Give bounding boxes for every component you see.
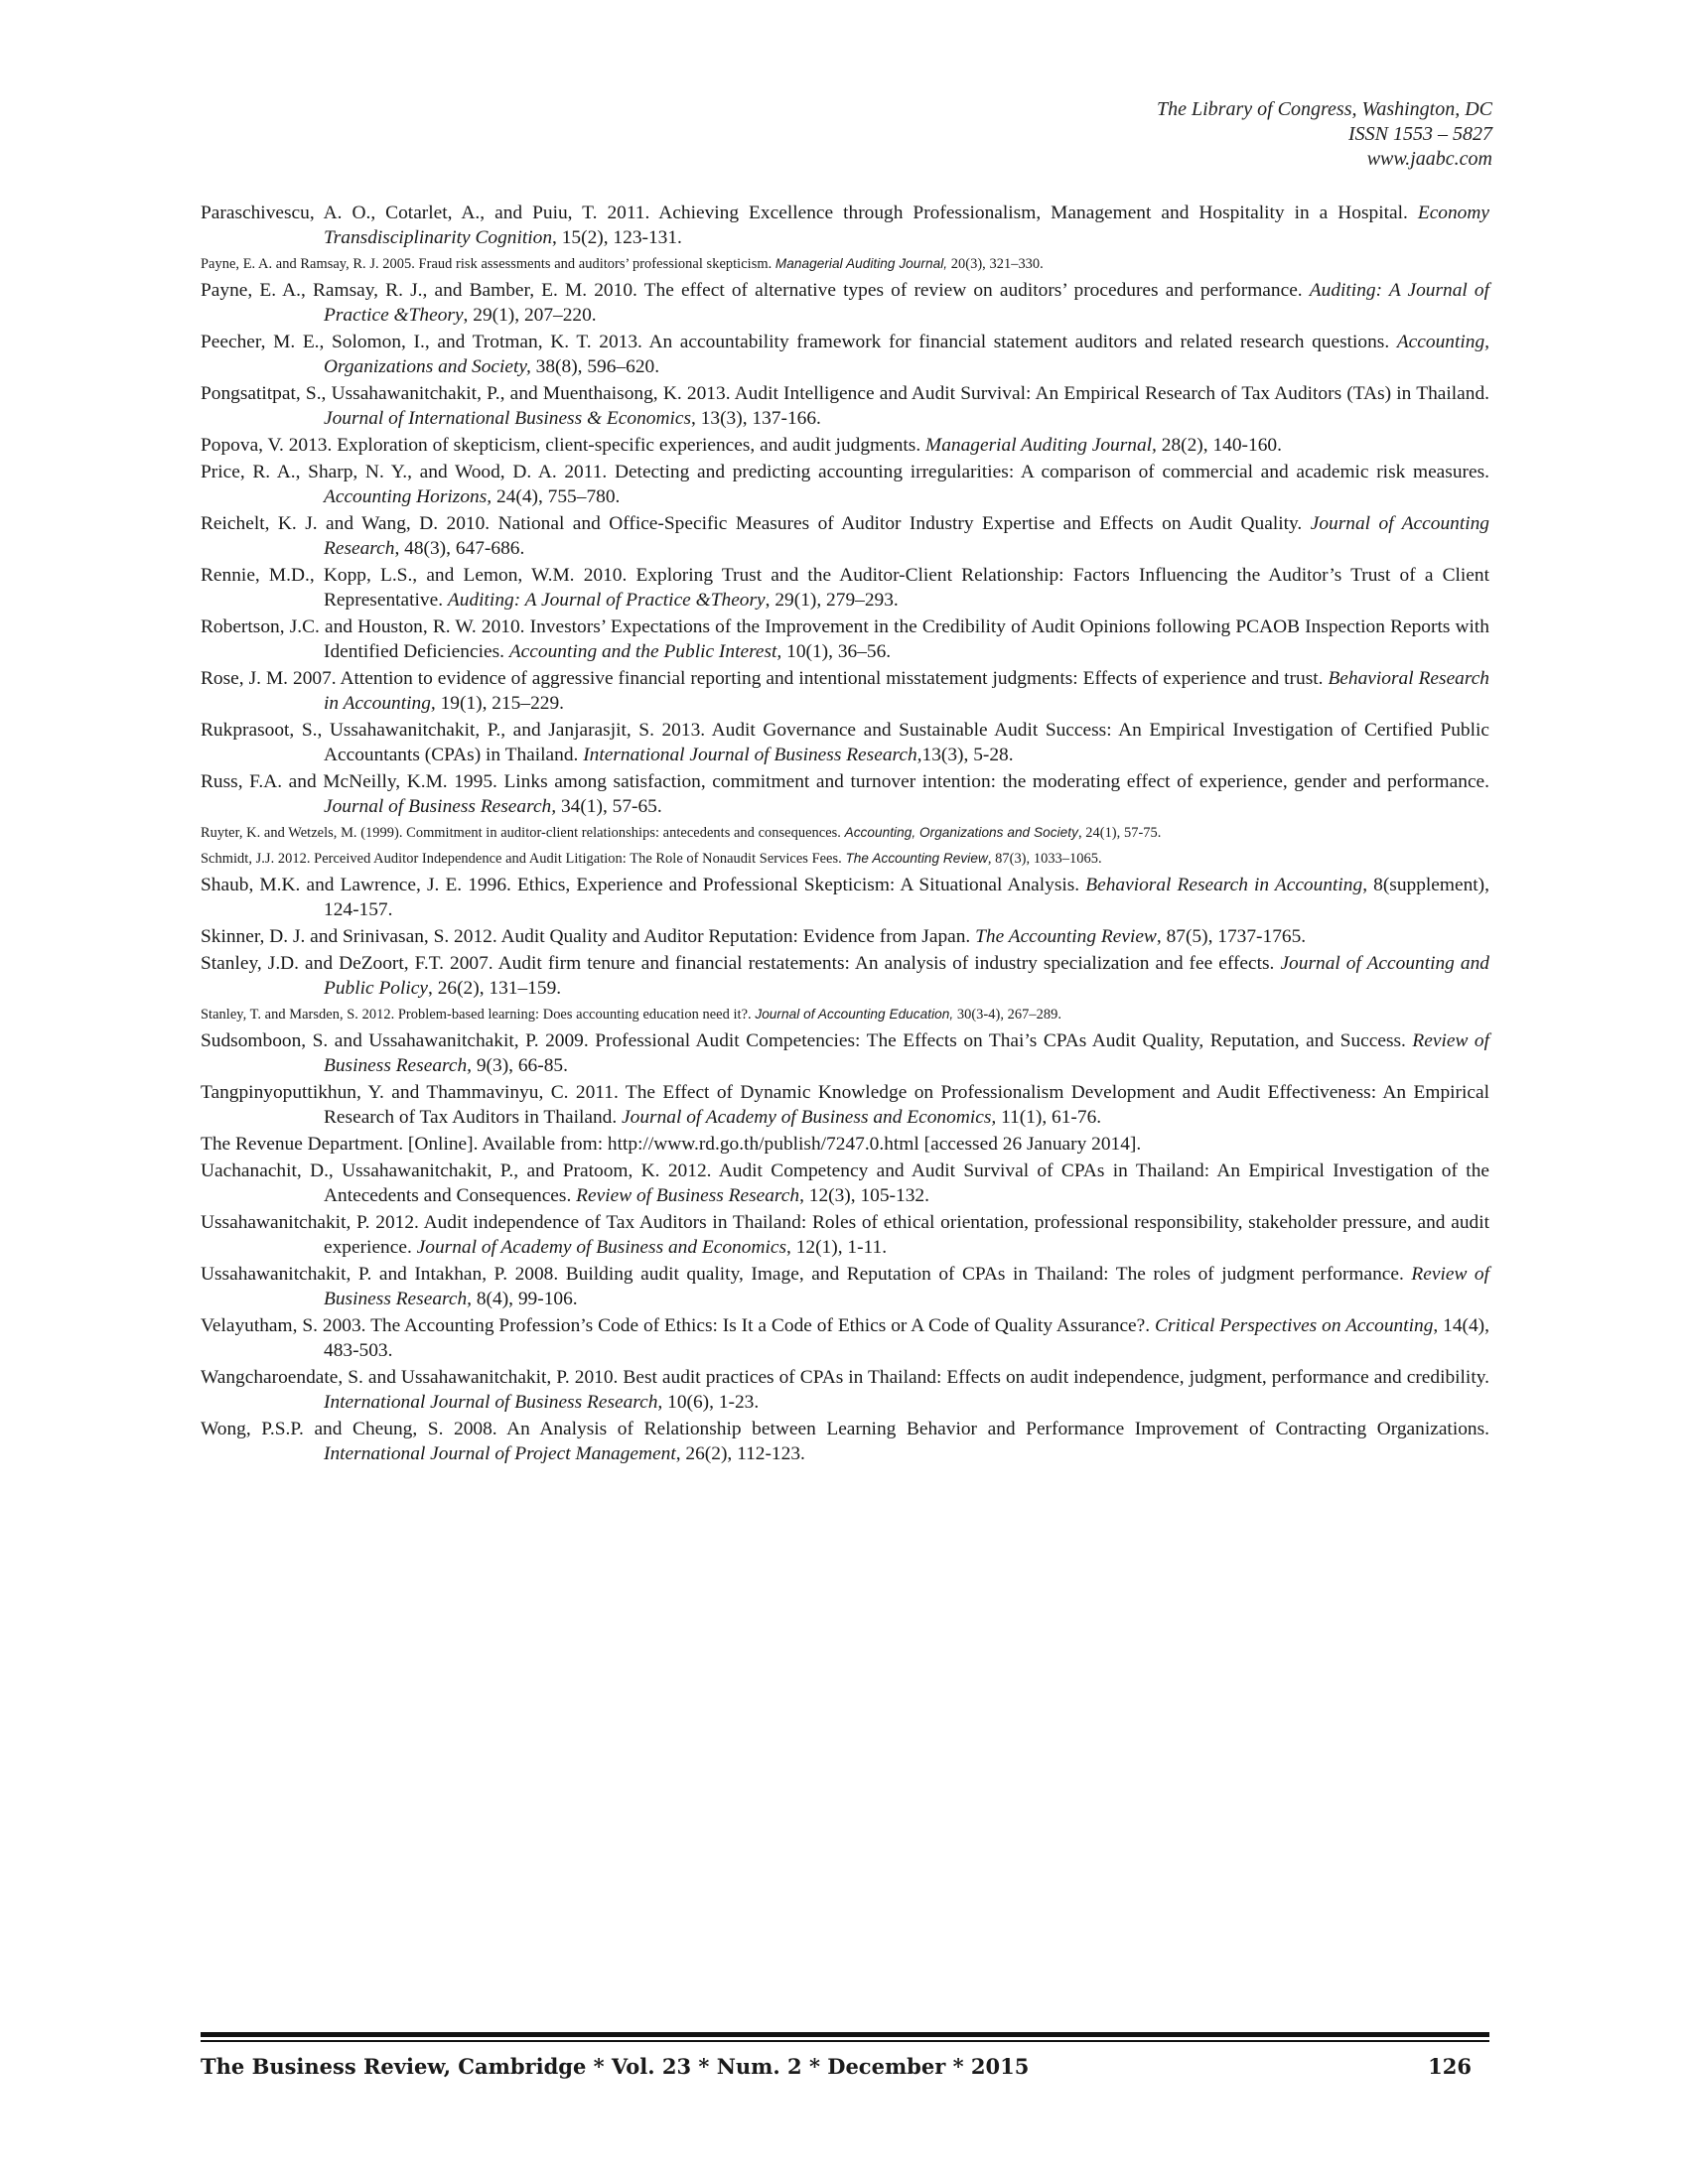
- reference-entry: [201, 666, 1489, 716]
- reference-journal: Journal of Academy of Business and Economics: [416, 1237, 786, 1258]
- reference-entry: [201, 330, 1489, 379]
- reference-entry: [201, 563, 1489, 613]
- reference-journal: Journal of Accounting Education,: [755, 1007, 954, 1022]
- reference-entry: [201, 718, 1489, 767]
- reference-volume-pages: 8(4), 99-106.: [472, 1289, 578, 1309]
- reference-volume-pages: , 12(3), 105-132.: [799, 1185, 929, 1206]
- reference-volume-pages: 34(1), 57-65.: [556, 796, 662, 817]
- reference-text: Rukprasoot, S., Ussahawanitchakit, P., and Janjarasjit, S. 2013. Audit Governance and Sustainable Audit Success: An Empirical Investigation of Certified Public Accountants (CPAs) in Thailand.: [201, 720, 1489, 765]
- reference-entry: [201, 252, 1489, 276]
- header-library: The Library of Congress, Washington, DC: [1156, 98, 1492, 120]
- reference-entry: [201, 769, 1489, 819]
- header-issn: ISSN 1553 – 5827: [1348, 123, 1492, 145]
- reference-entry: [201, 278, 1489, 328]
- reference-text: The Revenue Department. [Online]. Available from: http://www.rd.go.th/publish/7247.0.html [accessed 26 January 2014].: [201, 1134, 1142, 1155]
- reference-entry: [201, 1159, 1489, 1208]
- reference-journal: Managerial Auditing Journal,: [774, 256, 948, 271]
- reference-entry: [201, 924, 1489, 949]
- reference-entry: [201, 201, 1489, 250]
- reference-text: Schmidt, J.J. 2012. Perceived Auditor Independence and Audit Litigation: The Role of Nonaudit Services Fees.: [201, 851, 846, 867]
- reference-volume-pages: , 24(1), 57-75.: [1077, 825, 1162, 841]
- reference-journal: Behavioral Research in Accounting: [1085, 875, 1363, 895]
- reference-journal: International Journal of Business Research,: [583, 745, 922, 765]
- reference-entry: [201, 1080, 1489, 1130]
- reference-text: Rennie, M.D., Kopp, L.S., and Lemon, W.M. 2010. Exploring Trust and the Auditor-Client Relationship: Factors Influencing the Auditor’s Trust of a Client Representative.: [201, 565, 1489, 611]
- reference-volume-pages: , 26(2), 112-123.: [675, 1443, 805, 1464]
- reference-journal: Journal of Business Research,: [324, 796, 557, 817]
- reference-volume-pages: , 48(3), 647-686.: [394, 538, 525, 559]
- reference-text: Shaub, M.K. and Lawrence, J. E. 1996. Ethics, Experience and Professional Skepticism: A Situational Analysis.: [201, 875, 1086, 895]
- reference-journal: Behavioral Research in Accounting,: [324, 668, 1490, 714]
- reference-text: Stanley, T. and Marsden, S. 2012. Problem-based learning: Does accounting education need it?.: [201, 1007, 756, 1023]
- reference-text: Tangpinyoputtikhun, Y. and Thammavinyu, C. 2011. The Effect of Dynamic Knowledge on Professionalism Development and Audit Effectiveness: An Empirical Research of Tax Auditors in Thailand.: [201, 1082, 1489, 1128]
- footer-rule-thin: [201, 2040, 1489, 2042]
- reference-text: Velayutham, S. 2003. The Accounting Profession’s Code of Ethics: Is It a Code of Ethics or A Code of Quality Assurance?.: [201, 1315, 1156, 1336]
- reference-text: Price, R. A., Sharp, N. Y., and Wood, D. A. 2011. Detecting and predicting accounting irregularities: A comparison of commercial and academic risk measures.: [201, 462, 1489, 482]
- reference-text: Rose, J. M. 2007. Attention to evidence of aggressive financial reporting and intentional misstatement judgments: Effects of experience and trust.: [201, 668, 1329, 689]
- reference-entry: [201, 821, 1489, 845]
- reference-entry: [201, 1365, 1489, 1415]
- footer-rule-thick: [201, 2032, 1489, 2037]
- reference-journal: Auditing: A Journal of Practice &Theory: [447, 590, 766, 611]
- reference-entry: [201, 381, 1489, 431]
- reference-text: Pongsatitpat, S., Ussahawanitchakit, P., and Muenthaisong, K. 2013. Audit Intelligence and Audit Survival: An Empirical Research of Tax Auditors (TAs) in Thailand.: [201, 383, 1489, 404]
- reference-entry: [201, 460, 1489, 509]
- reference-volume-pages: , 26(2), 131–159.: [428, 978, 562, 999]
- reference-volume-pages: , 14(4), 483-503.: [324, 1315, 1489, 1361]
- reference-text: Sudsomboon, S. and Ussahawanitchakit, P. 2009. Professional Audit Competencies: The Effects on Thai’s CPAs Audit Quality, Reputation, and Success.: [201, 1030, 1413, 1051]
- reference-journal: Auditing: A Journal of Practice &Theory: [324, 280, 1490, 326]
- reference-volume-pages: 11(1), 61-76.: [996, 1107, 1102, 1128]
- reference-journal: Review of Business Research,: [324, 1030, 1489, 1076]
- reference-volume-pages: 10(1), 36–56.: [781, 641, 892, 662]
- reference-journal: Journal of Academy of Business and Economics,: [622, 1107, 997, 1128]
- page-header: [1157, 97, 1492, 172]
- reference-journal: International Journal of Project Management: [324, 1443, 676, 1464]
- reference-entry: [201, 614, 1489, 664]
- reference-volume-pages: , 29(1), 207–220.: [463, 305, 597, 326]
- reference-text: Uachanachit, D., Ussahawanitchakit, P., and Pratoom, K. 2012. Audit Competency and Audit Survival of CPAs in Thailand: An Empirical Investigation of the Antecedents and Consequences.: [201, 1160, 1489, 1206]
- reference-journal: Managerial Auditing Journal,: [925, 435, 1157, 456]
- reference-text: Stanley, J.D. and DeZoort, F.T. 2007. Audit firm tenure and financial restatements: An analysis of industry specialization and fee effects.: [201, 953, 1281, 974]
- reference-volume-pages: 13(3), 5-28.: [921, 745, 1014, 765]
- reference-journal: Review of Business Research,: [324, 1264, 1489, 1309]
- reference-volume-pages: 30(3-4), 267–289.: [953, 1007, 1062, 1023]
- reference-text: Wong, P.S.P. and Cheung, S. 2008. An Analysis of Relationship between Learning Behavior and Performance Improvement of Contracting Organizations.: [201, 1419, 1489, 1439]
- reference-volume-pages: , 13(3), 137-166.: [691, 408, 821, 429]
- reference-text: Payne, E. A. and Ramsay, R. J. 2005. Fraud risk assessments and auditors’ professional skepticism.: [201, 256, 775, 272]
- reference-journal: Accounting and the Public Interest,: [508, 641, 782, 662]
- reference-text: Payne, E. A., Ramsay, R. J., and Bamber, E. M. 2010. The effect of alternative types of review on auditors’ procedures and performance.: [201, 280, 1310, 301]
- reference-text: Reichelt, K. J. and Wang, D. 2010. National and Office-Specific Measures of Auditor Industry Expertise and Effects on Audit Quality.: [201, 513, 1311, 534]
- reference-volume-pages: , 87(3), 1033–1065.: [987, 851, 1102, 867]
- reference-entry: [201, 1262, 1489, 1311]
- reference-journal: Review of Business Research: [576, 1185, 800, 1206]
- reference-volume-pages: , 29(1), 279–293.: [765, 590, 899, 611]
- footer-citation: The Business Review, Cambridge * Vol. 23 * Num. 2 * December * 2015: [201, 2054, 1030, 2079]
- reference-volume-pages: , 15(2), 123-131.: [552, 227, 682, 248]
- reference-text: Russ, F.A. and McNeilly, K.M. 1995. Links among satisfaction, commitment and turnover intention: the moderating effect of experience, gender and performance.: [201, 771, 1489, 792]
- reference-text: Skinner, D. J. and Srinivasan, S. 2012. Audit Quality and Auditor Reputation: Evidence from Japan.: [201, 926, 976, 947]
- reference-entry: [201, 1210, 1489, 1260]
- reference-text: Peecher, M. E., Solomon, I., and Trotman, K. T. 2013. An accountability framework for financial statement auditors and related research questions.: [201, 332, 1397, 352]
- reference-journal: Accounting Horizons,: [324, 486, 492, 507]
- reference-text: Wangcharoendate, S. and Ussahawanitchakit, P. 2010. Best audit practices of CPAs in Thailand: Effects on audit independence, judgment, performance and credibility.: [201, 1367, 1489, 1388]
- reference-entry: [201, 951, 1489, 1001]
- reference-journal: Accounting, Organizations and Society,: [324, 332, 1489, 377]
- reference-entry: [201, 433, 1489, 458]
- reference-volume-pages: , 87(5), 1737-1765.: [1156, 926, 1307, 947]
- reference-volume-pages: 19(1), 215–229.: [435, 693, 565, 714]
- reference-text: Robertson, J.C. and Houston, R. W. 2010. Investors’ Expectations of the Improvement in the Credibility of Audit Opinions following PCAOB Inspection Reports with Identified Deficiencies.: [201, 616, 1489, 662]
- reference-journal: The Accounting Review: [845, 851, 988, 866]
- reference-volume-pages: 24(4), 755–780.: [492, 486, 621, 507]
- reference-entry: [201, 1313, 1489, 1363]
- page-footer: [201, 2053, 1472, 2081]
- reference-journal: Journal of Accounting Research: [324, 513, 1489, 559]
- reference-volume-pages: 20(3), 321–330.: [947, 256, 1044, 272]
- reference-entry: [201, 1003, 1489, 1026]
- reference-text: Ussahawanitchakit, P. and Intakhan, P. 2008. Building audit quality, Image, and Reputation of CPAs in Thailand: The roles of judgment performance.: [201, 1264, 1412, 1285]
- reference-journal: Accounting, Organizations and Society: [844, 825, 1078, 840]
- reference-volume-pages: 28(2), 140-160.: [1156, 435, 1282, 456]
- reference-journal: Journal of International Business & Economics: [324, 408, 692, 429]
- reference-journal: International Journal of Business Research,: [324, 1392, 663, 1413]
- reference-journal: The Accounting Review: [975, 926, 1157, 947]
- reference-volume-pages: 9(3), 66-85.: [472, 1055, 568, 1076]
- reference-volume-pages: , 8(supplement), 124-157.: [324, 875, 1489, 920]
- reference-volume-pages: 10(6), 1-23.: [662, 1392, 760, 1413]
- reference-entry: [201, 847, 1489, 871]
- reference-volume-pages: , 12(1), 1-11.: [786, 1237, 888, 1258]
- reference-text: Ruyter, K. and Wetzels, M. (1999). Commitment in auditor-client relationships: antecedents and consequences.: [201, 825, 845, 841]
- reference-volume-pages: 38(8), 596–620.: [530, 356, 660, 377]
- reference-entry: [201, 873, 1489, 922]
- reference-journal: Economy Transdisciplinarity Cognition: [324, 203, 1489, 248]
- reference-text: Ussahawanitchakit, P. 2012. Audit independence of Tax Auditors in Thailand: Roles of ethical orientation, professional responsibility, stakeholder pressure, and audit experience.: [201, 1212, 1489, 1258]
- reference-journal: Critical Perspectives on Accounting: [1155, 1315, 1434, 1336]
- reference-entry: [201, 1028, 1489, 1078]
- header-website: www.jaabc.com: [1366, 148, 1492, 170]
- reference-list: [201, 201, 1489, 1468]
- reference-entry: [201, 511, 1489, 561]
- page-number: 126: [1428, 2054, 1472, 2079]
- reference-text: Paraschivescu, A. O., Cotarlet, A., and Puiu, T. 2011. Achieving Excellence through Professionalism, Management and Hospitality in a Hospital.: [201, 203, 1418, 223]
- reference-entry: [201, 1417, 1489, 1466]
- reference-journal: Journal of Accounting and Public Policy: [324, 953, 1489, 999]
- reference-text: Popova, V. 2013. Exploration of skepticism, client-specific experiences, and audit judgments.: [201, 435, 926, 456]
- reference-entry: [201, 1132, 1489, 1157]
